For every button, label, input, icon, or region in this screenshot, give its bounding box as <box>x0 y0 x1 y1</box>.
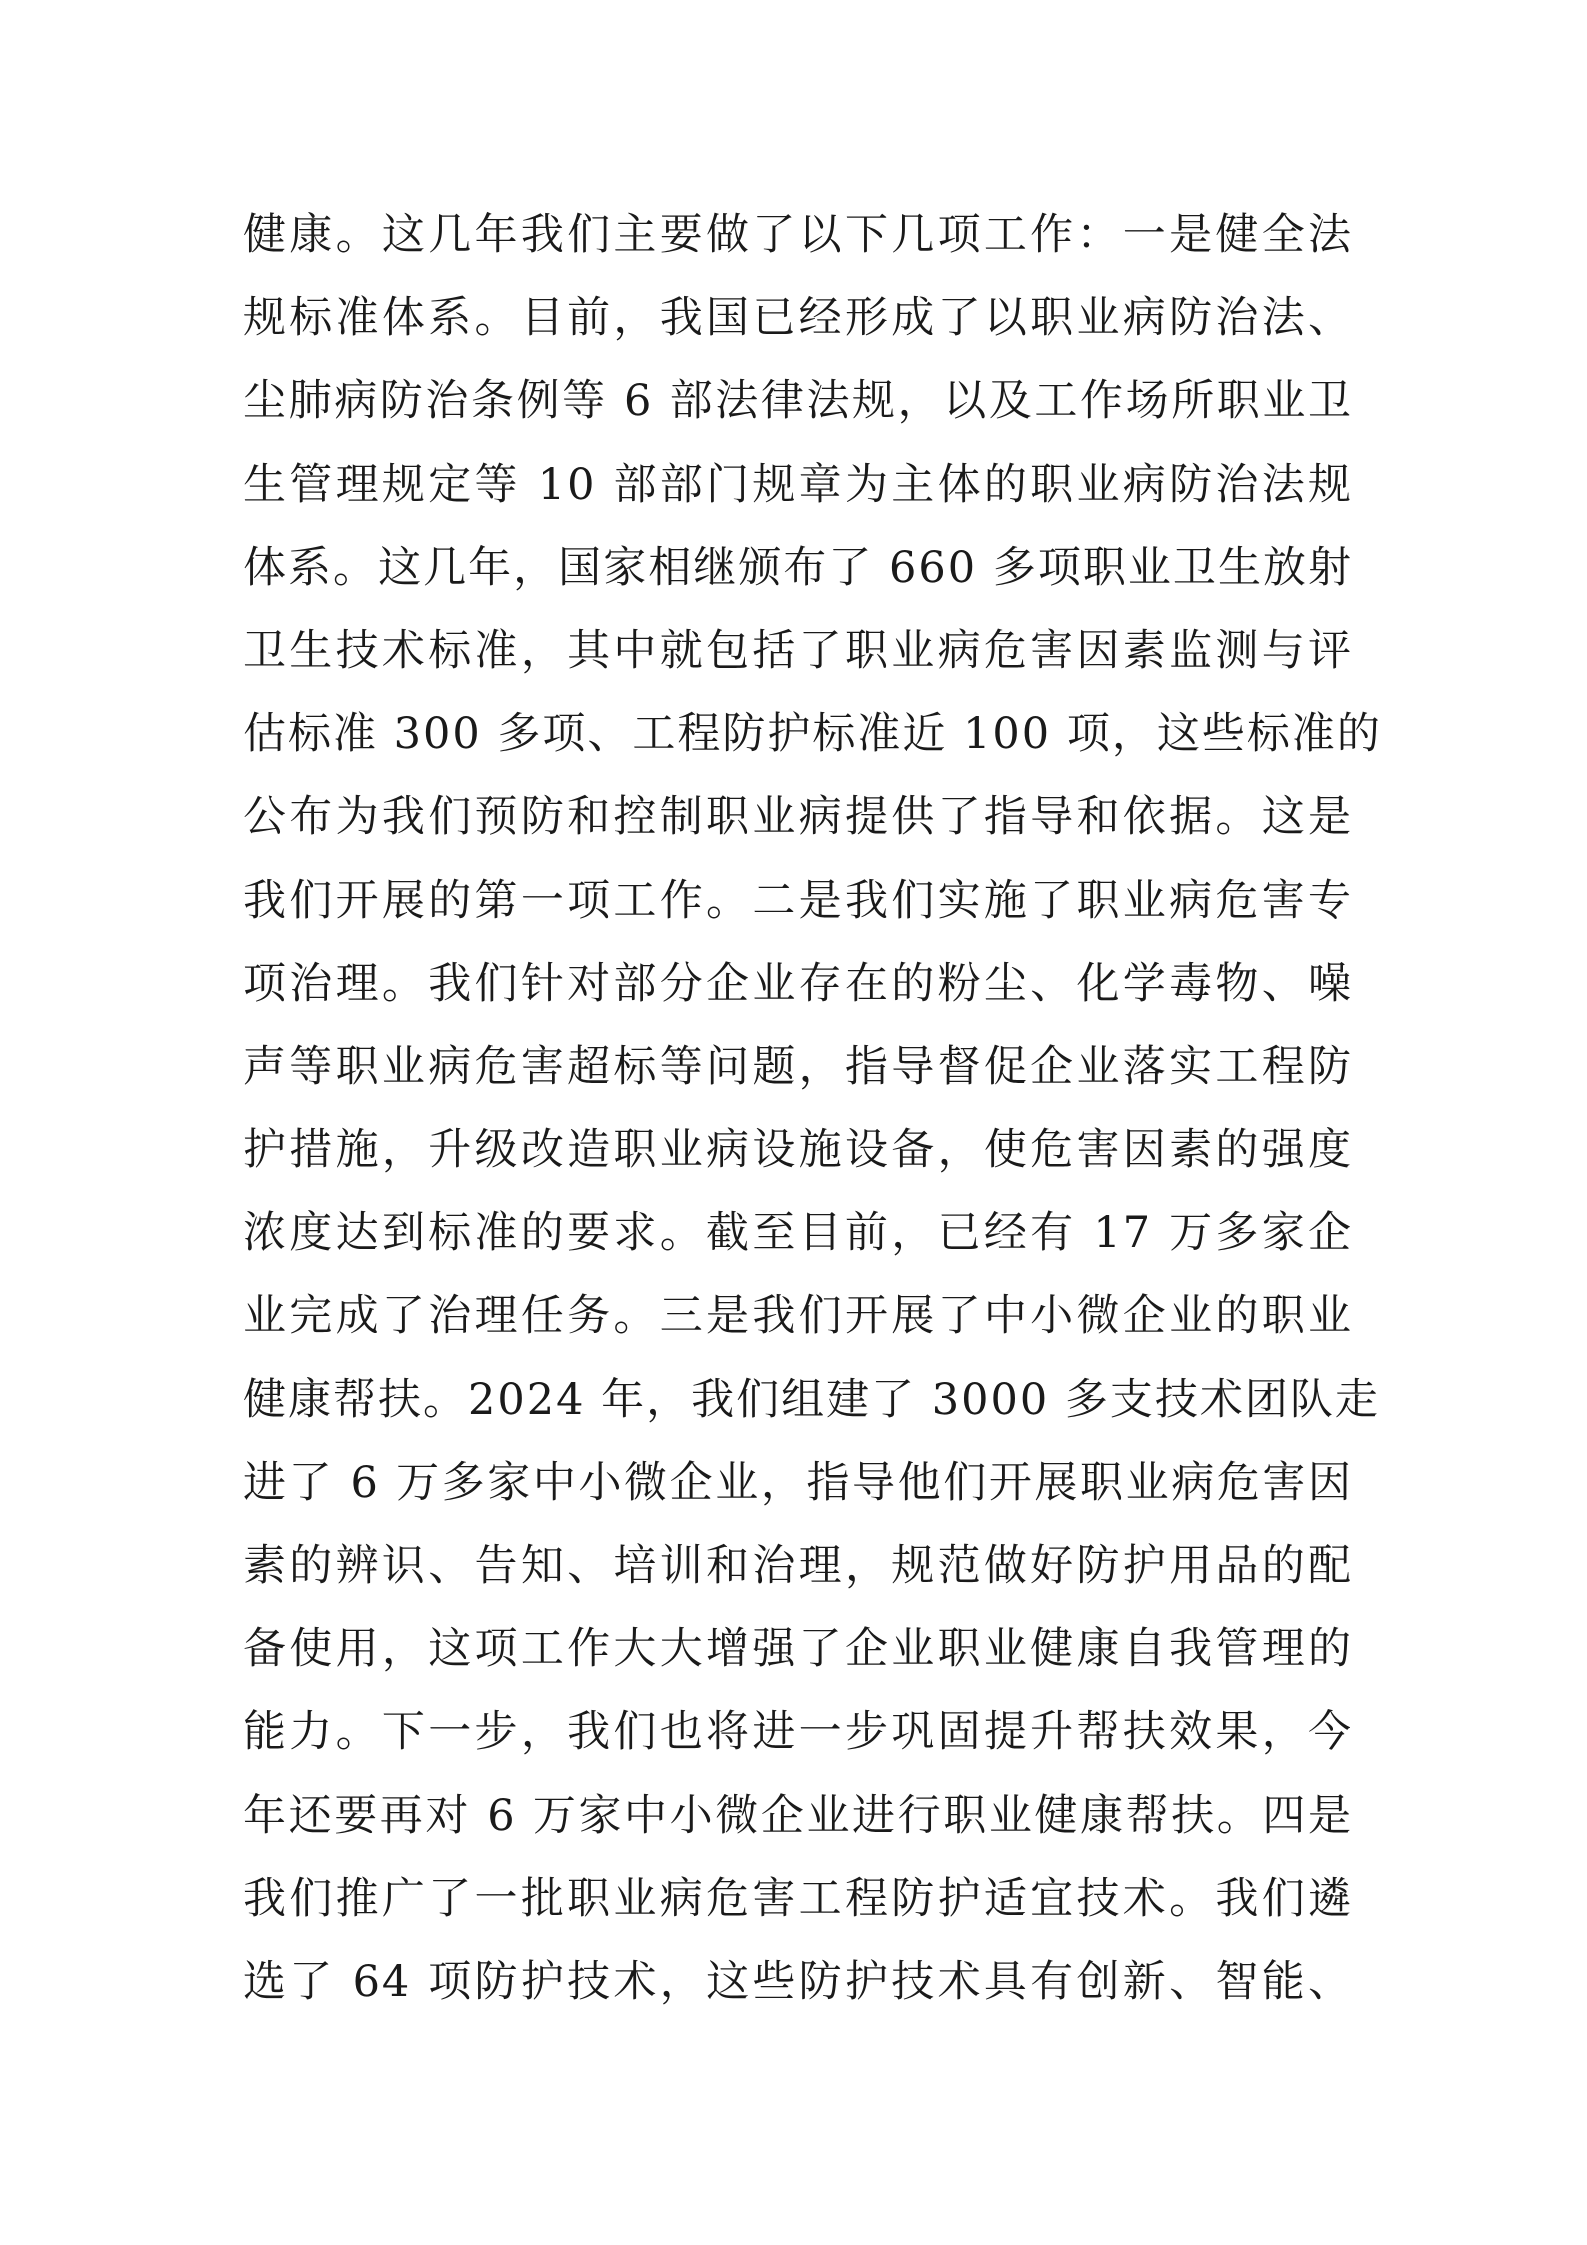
text-line: 健康。这几年我们主要做了以下几项工作：一是健全法 <box>243 210 1353 260</box>
text-line: 能力。下一步，我们也将进一步巩固提升帮扶效果，今 <box>243 1707 1353 1758</box>
text-line: 卫生技术标准，其中就包括了职业病危害因素监测与评 <box>243 625 1353 676</box>
text-line: 声等职业病危害超标等问题，指导督促企业落实工程防 <box>243 1041 1353 1092</box>
text-line: 项治理。我们针对部分企业存在的粉尘、化学毒物、噪 <box>243 958 1353 1009</box>
text-line: 估标准 300 多项、工程防护标准近 100 项，这些标准的 <box>243 709 1382 760</box>
text-line: 规标准体系。目前，我国已经形成了以职业病防治法、 <box>243 293 1353 344</box>
text-line: 浓度达到标准的要求。截至目前，已经有 17 万多家企 <box>243 1208 1353 1259</box>
text-line: 选了 64 项防护技术，这些防护技术具有创新、智能、 <box>243 1956 1353 2007</box>
text-line: 备使用，这项工作大大增强了企业职业健康自我管理的 <box>243 1624 1353 1675</box>
text-line: 业完成了治理任务。三是我们开展了中小微企业的职业 <box>243 1291 1353 1342</box>
text-line: 公布为我们预防和控制职业病提供了指导和依据。这是 <box>243 792 1353 843</box>
text-line: 健康帮扶。2024 年，我们组建了 3000 多支技术团队走 <box>243 1374 1380 1425</box>
text-line: 我们推广了一批职业病危害工程防护适宜技术。我们遴 <box>243 1873 1353 1924</box>
text-line: 素的辨识、告知、培训和治理，规范做好防护用品的配 <box>243 1541 1353 1591</box>
text-line: 我们开展的第一项工作。二是我们实施了职业病危害专 <box>243 875 1353 926</box>
document-body <box>243 200 1382 2030</box>
text-line: 尘肺病防治条例等 6 部法律法规，以及工作场所职业卫 <box>243 376 1353 427</box>
text-line: 体系。这几年，国家相继颁布了 660 多项职业卫生放射 <box>243 542 1353 593</box>
text-line: 护措施，升级改造职业病设施设备，使危害因素的强度 <box>243 1125 1353 1176</box>
text-line: 年还要再对 6 万家中小微企业进行职业健康帮扶。四是 <box>243 1790 1353 1841</box>
text-line: 进了 6 万多家中小微企业，指导他们开展职业病危害因 <box>243 1457 1353 1508</box>
text-line: 生管理规定等 10 部部门规章为主体的职业病防治法规 <box>243 459 1353 510</box>
